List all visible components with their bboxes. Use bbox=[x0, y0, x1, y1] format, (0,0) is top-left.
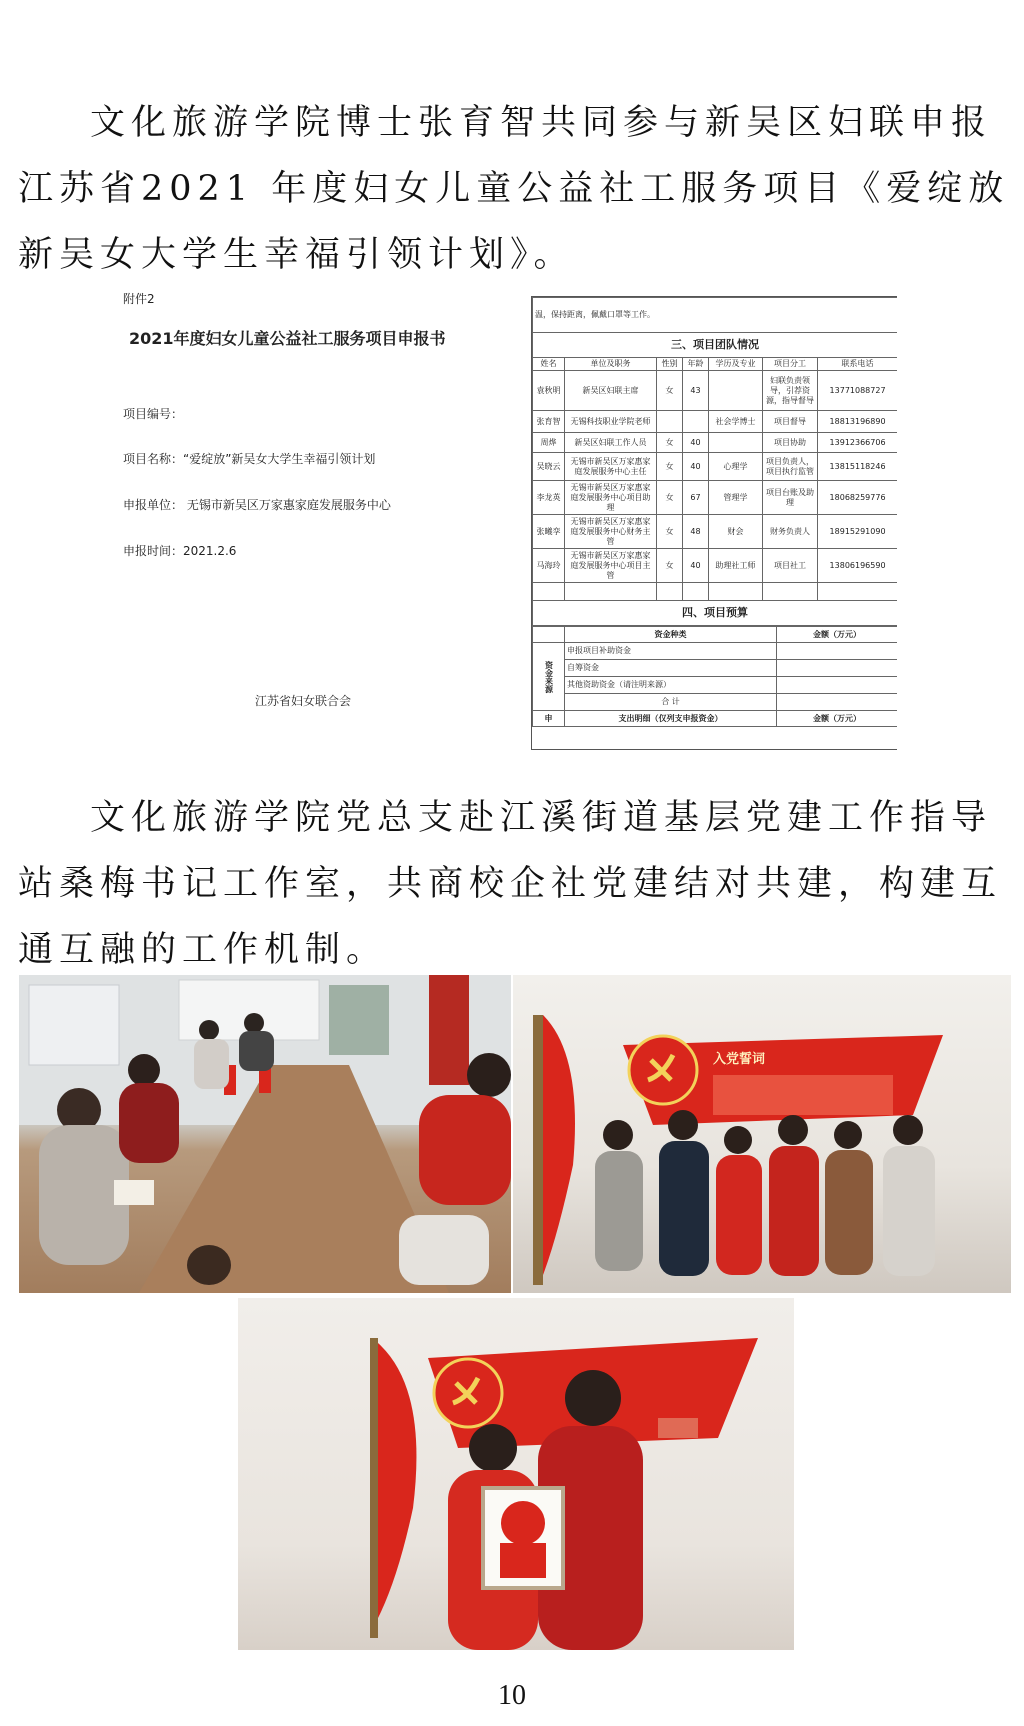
meeting-photo bbox=[19, 975, 511, 1293]
table-cell: 女 bbox=[657, 481, 683, 515]
table-cell bbox=[818, 583, 898, 601]
bottom-side-label: 申 bbox=[533, 711, 565, 727]
expense-header: 支出明细（仅列支申报资金） bbox=[565, 711, 777, 727]
table-cell bbox=[777, 643, 898, 660]
table-cell: 袁秋明 bbox=[533, 371, 565, 411]
table-cell bbox=[709, 371, 763, 411]
budget-header: 金额（万元） bbox=[777, 627, 898, 643]
table-cell: 女 bbox=[657, 371, 683, 411]
expense-header: 金额（万元） bbox=[777, 711, 898, 727]
table-cell: 18813196890 bbox=[818, 411, 898, 433]
table-cell bbox=[709, 433, 763, 453]
header-cell: 单位及职务 bbox=[565, 358, 657, 371]
table-cell: 张曦孪 bbox=[533, 515, 565, 549]
table-row bbox=[533, 515, 898, 549]
table-cell: 40 bbox=[683, 433, 709, 453]
header-cell: 项目分工 bbox=[763, 358, 818, 371]
table-row-empty bbox=[533, 583, 898, 601]
table-cell: 新吴区妇联主席 bbox=[565, 371, 657, 411]
section-budget-heading: 四、项目预算 bbox=[533, 601, 898, 626]
table-cell: 13815118246 bbox=[818, 453, 898, 481]
header-cell: 年龄 bbox=[683, 358, 709, 371]
table-header-row bbox=[533, 358, 898, 371]
people-group bbox=[595, 1110, 935, 1276]
table-cell: 女 bbox=[657, 433, 683, 453]
budget-row: 申报项目补助资金 bbox=[565, 643, 777, 660]
table-cell bbox=[533, 583, 565, 601]
table-cell: 李龙英 bbox=[533, 481, 565, 515]
table-cell: 18915291090 bbox=[818, 515, 898, 549]
table-cell bbox=[533, 627, 565, 643]
table-cell: 48 bbox=[683, 515, 709, 549]
table-cell: 张育智 bbox=[533, 411, 565, 433]
table-cell: 新吴区妇联工作人员 bbox=[565, 433, 657, 453]
gift-presentation-photo bbox=[238, 1298, 794, 1650]
table-cell bbox=[565, 583, 657, 601]
table-row bbox=[533, 411, 898, 433]
paragraph-doctor-project: 文化旅游学院博士张育智共同参与新吴区妇联申报江苏省2021 年度妇女儿童公益社工服务项目《爱绽放新吴女大学生幸福引领计划》。 bbox=[18, 103, 1010, 275]
table-cell bbox=[657, 583, 683, 601]
table-cell: 13771088727 bbox=[818, 371, 898, 411]
table-cell: 无锡市新吴区万家惠家庭发展服务中心项目主管 bbox=[565, 549, 657, 583]
table-cell: 马海玲 bbox=[533, 549, 565, 583]
table-cell: 无锡市新吴区万家惠家庭发展服务中心项目助理 bbox=[565, 481, 657, 515]
table-top-note: 温，保持距离，佩戴口罩等工作。 bbox=[533, 298, 898, 333]
table-cell: 无锡市新吴区万家惠家庭发展服务中心财务主管 bbox=[565, 515, 657, 549]
table-cell: 67 bbox=[683, 481, 709, 515]
table-cell: 周烨 bbox=[533, 433, 565, 453]
paragraph-party-building: 文化旅游学院党总支赴江溪街道基层党建工作指导站桑梅书记工作室，共商校企社党建结对共建，构建互通互融的工作机制。 bbox=[18, 798, 1003, 970]
table-cell: 43 bbox=[683, 371, 709, 411]
table-cell bbox=[777, 677, 898, 694]
table-row bbox=[533, 481, 898, 515]
table-row bbox=[533, 433, 898, 453]
table-cell: 项目协助 bbox=[763, 433, 818, 453]
header-cell: 性别 bbox=[657, 358, 683, 371]
table-row bbox=[533, 371, 898, 411]
table-cell: 18068259776 bbox=[818, 481, 898, 515]
table-cell: 女 bbox=[657, 549, 683, 583]
table-cell: 心理学 bbox=[709, 453, 763, 481]
table-cell: 项目负责人，项目执行监管 bbox=[763, 453, 818, 481]
page-number: 10 bbox=[498, 1680, 526, 1711]
budget-row: 其他资助资金（请注明来源） bbox=[565, 677, 777, 694]
table-cell: 财务负责人 bbox=[763, 515, 818, 549]
table-cell: 项目社工 bbox=[763, 549, 818, 583]
team-table bbox=[532, 297, 897, 626]
table-cell bbox=[683, 411, 709, 433]
oath-banner-text: 入党誓词 bbox=[713, 1052, 766, 1067]
table-cell: 妇联负责领导，引荐资源，指导督导 bbox=[763, 371, 818, 411]
table-cell: 40 bbox=[683, 453, 709, 481]
header-cell: 联系电话 bbox=[818, 358, 898, 371]
table-cell: 无锡市新吴区万家惠家庭发展服务中心主任 bbox=[565, 453, 657, 481]
table-cell bbox=[763, 583, 818, 601]
table-cell: 13806196590 bbox=[818, 549, 898, 583]
table-cell bbox=[709, 583, 763, 601]
group-scene bbox=[513, 975, 1011, 1293]
table-cell: 女 bbox=[657, 453, 683, 481]
table-cell: 吴晓云 bbox=[533, 453, 565, 481]
application-title: 2021年度妇女儿童公益社工服务项目申报书 bbox=[129, 329, 446, 348]
table-row bbox=[533, 549, 898, 583]
table-cell: 管理学 bbox=[709, 481, 763, 515]
annex-label: 附件2 bbox=[123, 292, 155, 306]
table-cell bbox=[657, 411, 683, 433]
gift-scene bbox=[238, 1298, 794, 1650]
issuer: 江苏省妇女联合会 bbox=[255, 694, 352, 708]
section-team-heading: 三、项目团队情况 bbox=[533, 333, 898, 358]
budget-side-label: 资金来源 bbox=[533, 643, 565, 711]
project-number: 项目编号： bbox=[123, 407, 184, 421]
table-cell bbox=[777, 694, 898, 711]
team-budget-table-scan bbox=[531, 296, 897, 750]
table-cell: 助理社工师 bbox=[709, 549, 763, 583]
table-cell: 项目督导 bbox=[763, 411, 818, 433]
table-cell: 财会 bbox=[709, 515, 763, 549]
application-cover-scan bbox=[115, 280, 515, 725]
table-cell: 女 bbox=[657, 515, 683, 549]
group-photo bbox=[513, 975, 1011, 1293]
table-cell: 40 bbox=[683, 549, 709, 583]
meeting-scene bbox=[19, 975, 511, 1293]
table-cell bbox=[777, 660, 898, 677]
budget-row: 自筹资金 bbox=[565, 660, 777, 677]
application-date: 申报时间：2021.2.6 bbox=[123, 544, 237, 558]
budget-header: 资金种类 bbox=[565, 627, 777, 643]
table-row bbox=[533, 453, 898, 481]
header-cell: 学历及专业 bbox=[709, 358, 763, 371]
table-cell: 社会学博士 bbox=[709, 411, 763, 433]
applicant-unit: 申报单位： 无锡市新吴区万家惠家庭发展服务中心 bbox=[123, 498, 391, 512]
budget-table bbox=[532, 626, 897, 727]
budget-total: 合 计 bbox=[565, 694, 777, 711]
table-cell: 13912366706 bbox=[818, 433, 898, 453]
project-name: 项目名称：“爱绽放”新吴女大学生幸福引领计划 bbox=[123, 452, 376, 466]
table-cell: 无锡科技职业学院老师 bbox=[565, 411, 657, 433]
table-cell: 项目台账及助理 bbox=[763, 481, 818, 515]
header-cell: 姓名 bbox=[533, 358, 565, 371]
table-cell bbox=[683, 583, 709, 601]
